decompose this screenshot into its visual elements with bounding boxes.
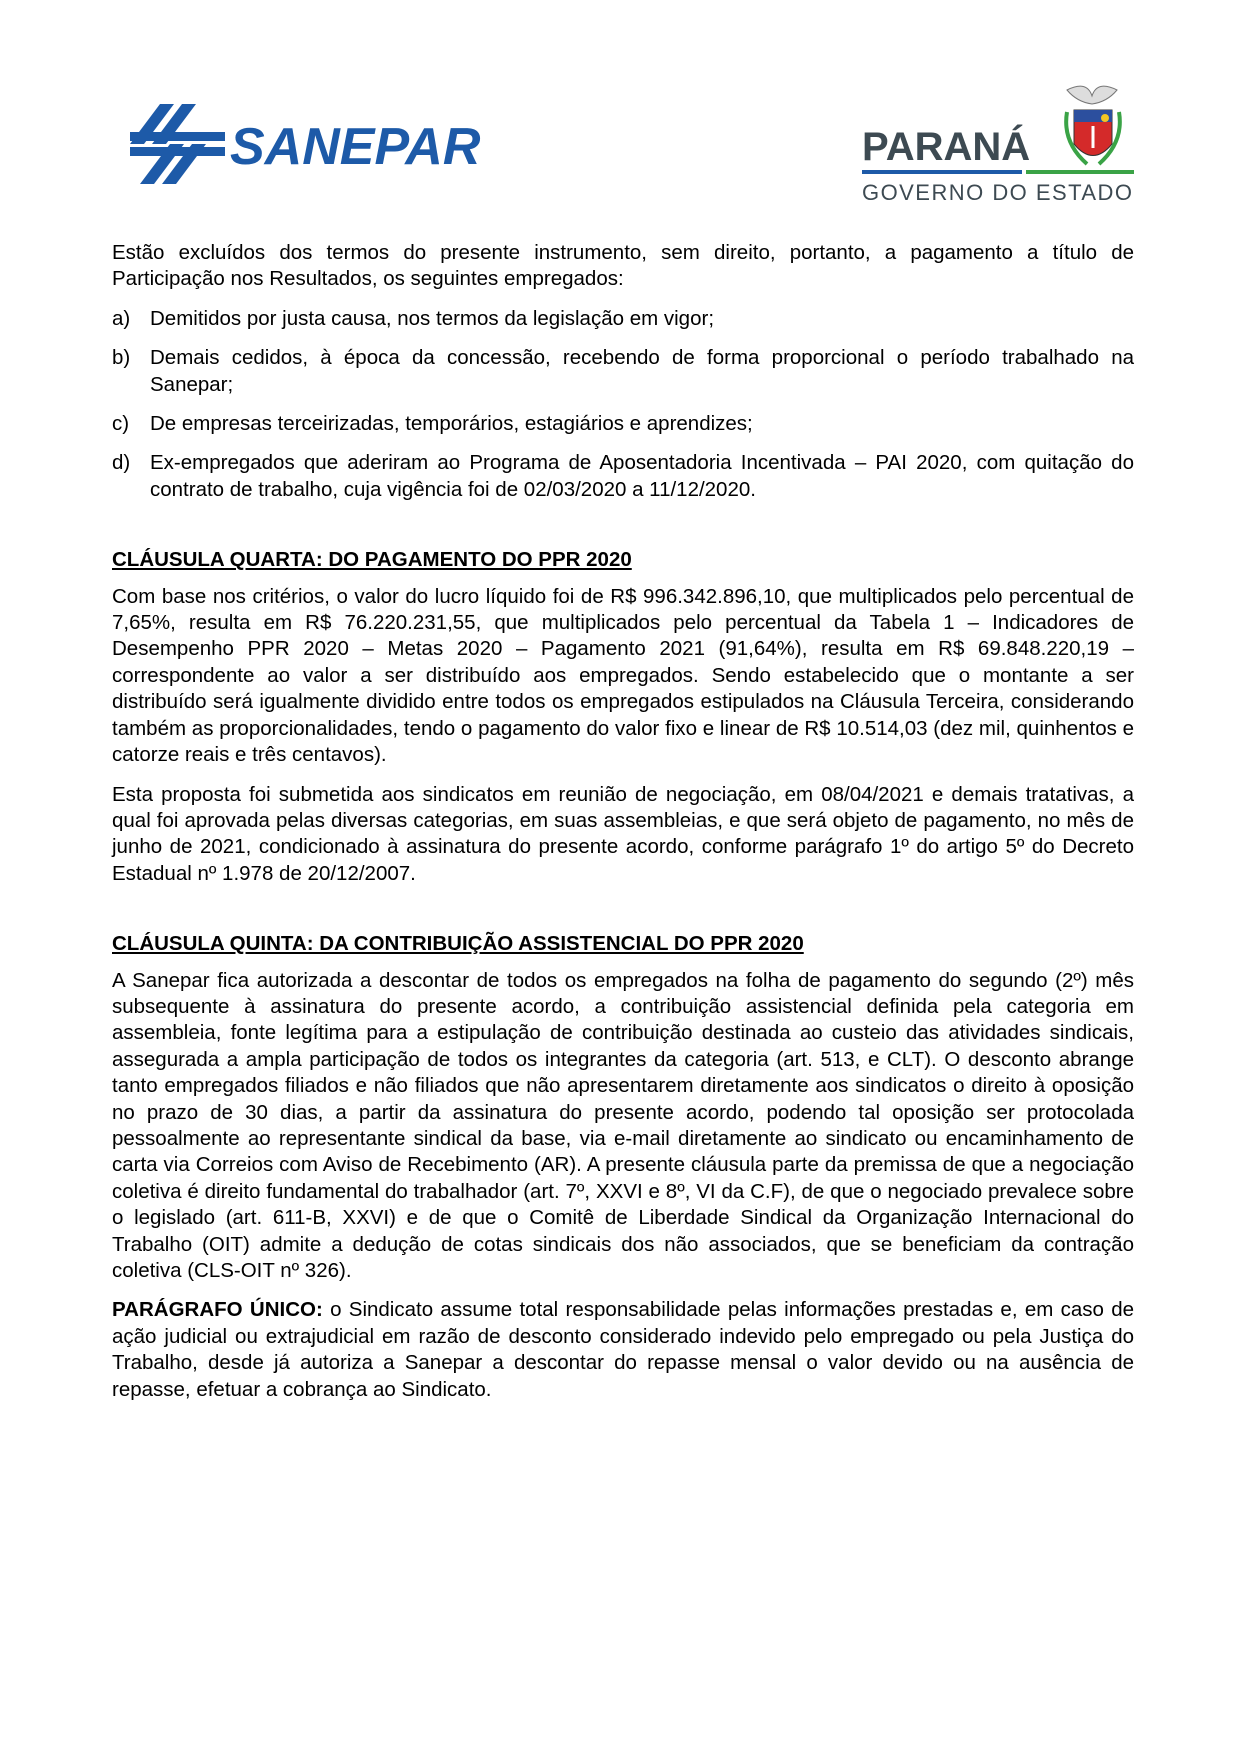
sanepar-mark-icon: [130, 104, 540, 184]
item-text: De empresas terceirizadas, temporários, estagiários e aprendizes;: [150, 412, 753, 436]
item-text: Demais cedidos, à época da concessão, recebendo de forma proporcional o período trabalhado na Sanepar;: [150, 346, 1134, 396]
item-label: b): [112, 346, 131, 370]
exclusion-item: [112, 345, 1134, 398]
document-body: [112, 240, 1134, 1416]
exclusion-item: [112, 411, 1134, 437]
item-text: Ex-empregados que aderiram ao Programa de Aposentadoria Incentivada – PAI 2020, com quitação do contrato de trabalho, cuja vigência foi de 02/03/2020 a 11/12/2020.: [150, 451, 1134, 501]
item-text: Demitidos por justa causa, nos termos da legislação em vigor;: [150, 306, 715, 330]
svg-text:PARANÁ: PARANÁ: [862, 125, 1031, 169]
exclusion-item: [112, 450, 1134, 503]
intro-paragraph: Estão excluídos dos termos do presente instrumento, sem direito, portanto, a pagamento a título de Participação nos Resultados, os seguintes empregados:: [112, 241, 1134, 291]
clausula-quarta-paragraph: Esta proposta foi submetida aos sindicatos em reunião de negociação, em 08/04/2021 e demais tratativas, a qual foi aprovada pelas diversas categorias, em suas assembleias, e que será objeto de pagamento, no mês de junho de 2021, condicionado à assinatura do presente acordo, conforme parágrafo 1º do artigo 5º do Decreto Estadual nº 1.978 de 20/12/2007.: [112, 782, 1134, 885]
paragrafo-unico: [112, 1297, 1134, 1403]
exclusion-item: [112, 306, 1134, 332]
item-label: a): [112, 306, 131, 330]
clausula-quinta-heading: CLÁUSULA QUINTA: DA CONTRIBUIÇÃO ASSISTENCIAL DO PPR 2020: [112, 932, 804, 956]
clausula-quarta-paragraph: Com base nos critérios, o valor do lucro líquido foi de R$ 996.342.896,10, que multiplicados pelo percentual de 7,65%, resulta em R$ 76.220.231,55, que multiplicados pelo percentual da Tabela 1 – Indicadores de Desempenho PPR 2020 – Metas 2020 – Pagamento 2021 (91,64%), resulta em R$ 69.848.220,19 – correspondente ao valor a ser distribuído aos empregados. Sendo estabelecido que o montante a ser distribuído será igualmente dividido entre todos os empregados estipulados na Cláusula Terceira, considerando também as proporcionalidades, tendo o pagamento do valor fixo e linear de R$ 10.514,03 (dez mil, quinhentos e catorze reais e três centavos).: [112, 584, 1134, 767]
svg-text:GOVERNO DO ESTADO: GOVERNO DO ESTADO: [862, 180, 1132, 205]
parana-coat-of-arms-icon: [1066, 86, 1120, 164]
clausula-quinta-paragraph: A Sanepar fica autorizada a descontar de todos os empregados na folha de pagamento do segundo (2º) mês subsequente à assinatura do presente acordo, a contribuição assistencial definida pela categoria em assembleia, fonte legítima para a estipulação de contribuição destinada ao custeio das atividades sindicais, assegurada a ampla participação de todos os integrantes da categoria (art. 513, e CLT). O desconto abrange tanto empregados filiados e não filiados que não apresentarem diretamente aos sindicatos o direito à oposição no prazo de 30 dias, a partir da assinatura do presente acordo, podendo tal oposição ser protocolada pessoalmente ao representante sindical da base, via e-mail diretamente ao sindicato ou encaminhamento de carta via Correios com Aviso de Recebimento (AR). A presente cláusula parte da premissa de que a negociação coletiva é direito fundamental do trabalhador (art. 7º, XXVI e 8º, VI da C.F), de que o negociado prevalece sobre o legislado (art. 611-B, XXVI) e de que o Comitê de Liberdade Sindical da Organização Internacional do Trabalho (OIT) admite a dedução de cotas sindicais dos não associados, que se beneficiam da contração coletiva (CLS-OIT nº 326).: [112, 968, 1134, 1282]
item-label: d): [112, 451, 131, 475]
paragrafo-unico-label: PARÁGRAFO ÚNICO:: [112, 1298, 323, 1322]
clausula-quarta-heading: CLÁUSULA QUARTA: DO PAGAMENTO DO PPR 2020: [112, 548, 632, 572]
sanepar-logo: [130, 104, 540, 184]
svg-text:SANEPAR: SANEPAR: [230, 118, 481, 176]
item-label: c): [112, 412, 130, 436]
parana-government-logo: [862, 82, 1137, 207]
paragrafo-unico-text: o Sindicato assume total responsabilidade pelas informações prestadas e, em caso de ação judicial ou extrajudicial em razão de desconto considerado indevido pelo empregado ou pela Justiça do Trabalho, desde já autoriza a Sanepar a descontar do repasse mensal o valor devido ou na ausência de repasse, efetuar a cobrança ao Sindicato.: [112, 1298, 1135, 1401]
